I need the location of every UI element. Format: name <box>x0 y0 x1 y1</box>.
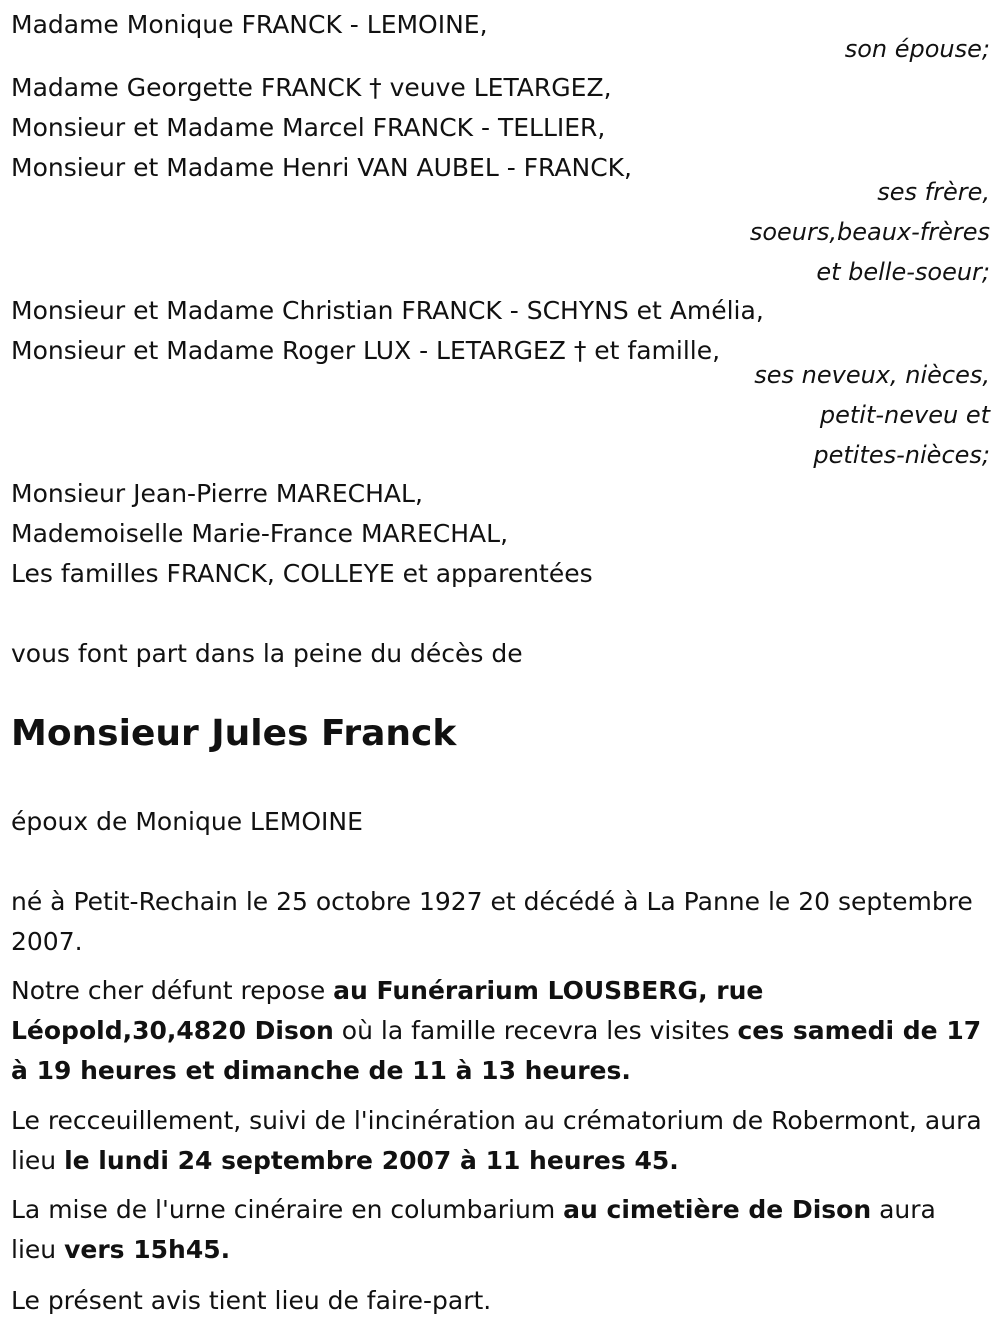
birth-death-paragraph: né à Petit-Rechain le 25 octobre 1927 et décédé à La Panne le 20 septembre 2007. <box>11 887 973 956</box>
family-line-5: Monsieur et Madame Christian FRANCK - SCHYNS et Amélia, <box>11 296 764 325</box>
ceremony-date: le lundi 24 septembre 2007 à 11 heures 45. <box>64 1146 679 1175</box>
relation-nephews-3: petites-nièces; <box>813 441 990 469</box>
ceremony-paragraph <box>11 1101 986 1181</box>
urn-paragraph <box>11 1190 986 1270</box>
urn-text-1: La mise de l'urne cinéraire en columbarium <box>11 1195 564 1224</box>
relation-nephews-1: ses neveux, nièces, <box>754 361 990 389</box>
family-line-1: Madame Monique FRANCK - LEMOINE, <box>11 10 488 39</box>
repose-paragraph <box>11 971 986 1091</box>
repose-text-1: Notre cher défunt repose <box>11 976 334 1005</box>
family-line-8: Mademoiselle Marie-France MARECHAL, <box>11 519 509 548</box>
relation-siblings-3: et belle-soeur; <box>816 258 990 286</box>
spouse-line: époux de Monique LEMOINE <box>11 807 363 836</box>
deceased-name: Monsieur Jules Franck <box>11 713 457 754</box>
visiting-hours: ces samedi de 17 à 19 heures et dimanche de 11 à 13 heures. <box>11 1016 982 1085</box>
relation-siblings-2: soeurs,beaux-frères <box>749 218 990 246</box>
family-line-4: Monsieur et Madame Henri VAN AUBEL - FRANCK, <box>11 153 632 182</box>
urn-time: vers 15h45. <box>64 1235 231 1264</box>
family-line-9: Les familles FRANCK, COLLEYE et apparentées <box>11 559 593 588</box>
family-line-2: Madame Georgette FRANCK † veuve LETARGEZ, <box>11 73 612 102</box>
family-line-3: Monsieur et Madame Marcel FRANCK - TELLIER, <box>11 113 606 142</box>
repose-text-2: où la famille recevra les visites <box>333 1016 738 1045</box>
ceremony-text: Le recceuillement, suivi de l'incinération au crématorium de Robermont, aura lieu <box>11 1106 982 1175</box>
announcement: vous font part dans la peine du décès de <box>11 639 523 668</box>
relation-nephews-2: petit-neveu et <box>819 401 990 429</box>
relation-siblings-1: ses frère, <box>877 178 990 206</box>
urn-text-2: aura lieu <box>11 1195 936 1264</box>
urn-location: au cimetière de Dison <box>563 1195 872 1224</box>
family-line-7: Monsieur Jean-Pierre MARECHAL, <box>11 479 423 508</box>
family-line-6: Monsieur et Madame Roger LUX - LETARGEZ † et famille, <box>11 336 721 365</box>
relation-spouse: son épouse; <box>844 35 990 63</box>
closing-line: Le présent avis tient lieu de faire-part. <box>11 1286 492 1315</box>
repose-location: au Funérarium LOUSBERG, rue Léopold,30,4820 Dison <box>11 976 764 1045</box>
